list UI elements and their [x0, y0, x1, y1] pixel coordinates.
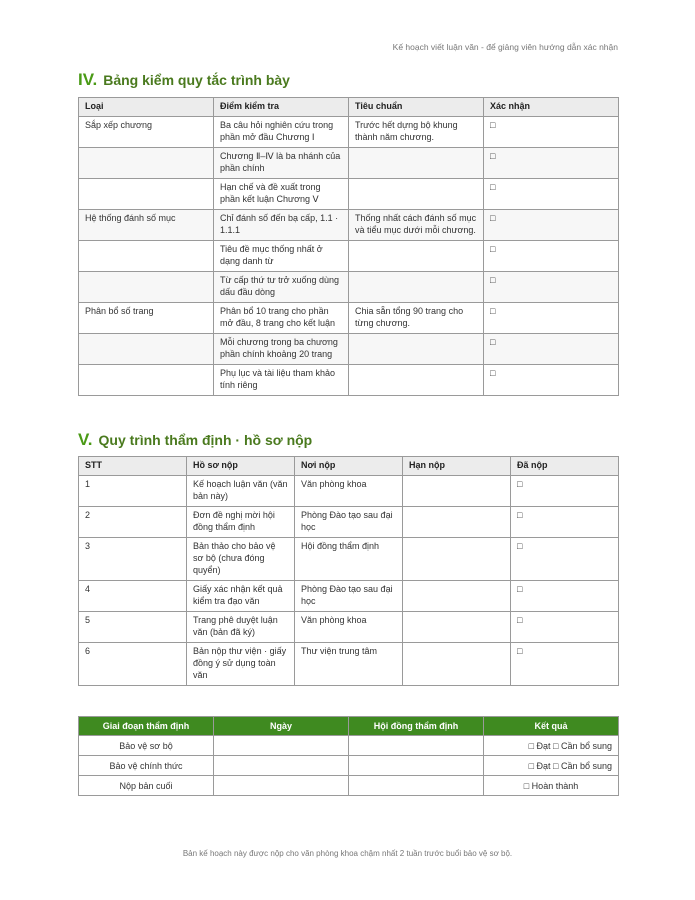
column-header: Hồ sơ nộp: [187, 457, 295, 476]
table-cell: 1: [79, 476, 187, 507]
table-row: [79, 179, 619, 210]
footer-note: Bản kế hoạch này được nộp cho văn phòng khoa chậm nhất 2 tuần trước buổi bảo vệ sơ bộ.: [182, 849, 513, 858]
table-row: [79, 476, 619, 507]
table-cell: Trang phê duyệt luận văn (bản đã ký): [187, 612, 295, 643]
table-cell: [79, 334, 214, 365]
section-5-number: V.: [78, 430, 93, 449]
checkbox-cell[interactable]: □: [511, 507, 619, 538]
column-header: Điểm kiểm tra: [214, 98, 349, 117]
column-header: STT: [79, 457, 187, 476]
table-cell: 5: [79, 612, 187, 643]
table-cell: [214, 756, 349, 776]
table-cell: Thống nhất cách đánh số mục và tiểu mục dưới mỗi chương.: [349, 210, 484, 241]
table-cell: Chia sẵn tổng 90 trang cho từng chương.: [349, 303, 484, 334]
table-cell: Hội đồng thẩm định: [295, 538, 403, 581]
table-cell: Hạn chế và đề xuất trong phần kết luận Chương Ⅴ: [214, 179, 349, 210]
table-row: [79, 643, 619, 686]
table-cell: [79, 179, 214, 210]
checkbox-cell[interactable]: □: [484, 334, 619, 365]
table-cell: Phòng Đào tạo sau đại học: [295, 507, 403, 538]
checkbox-cell[interactable]: □: [484, 303, 619, 334]
table-header-row: [79, 98, 619, 117]
table-cell: Trước hết dựng bộ khung thành năm chương.: [349, 117, 484, 148]
table-cell: Từ cấp thứ tư trở xuống dùng dấu đầu dòng: [214, 272, 349, 303]
table-cell: Bản thảo cho bảo vệ sơ bộ (chưa đóng quyển): [187, 538, 295, 581]
table-cell: [79, 148, 214, 179]
column-header: Loại: [79, 98, 214, 117]
table-cell: [403, 612, 511, 643]
table-cell: Phân bổ số trang: [79, 303, 214, 334]
checkbox-cell[interactable]: □: [484, 179, 619, 210]
section-5-title: [78, 430, 312, 450]
table-cell: [349, 272, 484, 303]
checkbox-cell[interactable]: □: [511, 538, 619, 581]
checkbox-cell[interactable]: □: [511, 476, 619, 507]
table-cell: Bảo vệ chính thức: [79, 756, 214, 776]
table-cell: Phân bổ 10 trang cho phần mở đầu, 8 trang cho kết luận: [214, 303, 349, 334]
checkbox-cell[interactable]: □: [484, 241, 619, 272]
section-4-title-text: Bảng kiểm quy tắc trình bày: [103, 72, 290, 88]
table-row: [79, 210, 619, 241]
table-cell: [214, 736, 349, 756]
column-header: Giai đoạn thẩm định: [79, 717, 214, 736]
table-cell: Bản nộp thư viện · giấy đồng ý sử dụng toàn văn: [187, 643, 295, 686]
checkbox-cell[interactable]: □: [484, 365, 619, 396]
checkbox-cell[interactable]: □: [511, 612, 619, 643]
checkbox-cell[interactable]: □ Đạt □ Cần bổ sung: [484, 736, 619, 756]
table-cell: [79, 241, 214, 272]
table-header-row: [79, 717, 619, 736]
table-cell: Phụ lục và tài liệu tham khảo tính riêng: [214, 365, 349, 396]
table-cell: 3: [79, 538, 187, 581]
table-cell: Chỉ đánh số đến bạ cấp, 1.1 · 1.1.1: [214, 210, 349, 241]
table-row: [79, 581, 619, 612]
checkbox-cell[interactable]: □: [511, 581, 619, 612]
checkbox-cell[interactable]: □: [511, 643, 619, 686]
table-cell: Nộp bản cuối: [79, 776, 214, 796]
table-cell: [349, 756, 484, 776]
review-stage-table: [78, 716, 619, 796]
table-header-row: [79, 457, 619, 476]
table-cell: [349, 365, 484, 396]
table-cell: Thư viện trung tâm: [295, 643, 403, 686]
table-cell: Tiêu đề mục thống nhất ở dạng danh từ: [214, 241, 349, 272]
table-row: [79, 612, 619, 643]
table-cell: Bảo vệ sơ bộ: [79, 736, 214, 756]
table-cell: Ba câu hỏi nghiên cứu trong phần mở đầu Chương Ⅰ: [214, 117, 349, 148]
table-row: [79, 148, 619, 179]
column-header: Kết quả: [484, 717, 619, 736]
submission-table: [78, 456, 619, 686]
table-cell: [349, 736, 484, 756]
table-cell: Kế hoạch luận văn (văn bản này): [187, 476, 295, 507]
table-cell: [403, 507, 511, 538]
table-cell: [79, 272, 214, 303]
table-cell: Mỗi chương trong ba chương phần chính khoảng 20 trang: [214, 334, 349, 365]
column-header: Xác nhận: [484, 98, 619, 117]
column-header: Hội đồng thẩm định: [349, 717, 484, 736]
table-row: [79, 303, 619, 334]
table-cell: 2: [79, 507, 187, 538]
table-row: [79, 365, 619, 396]
table-row: [79, 117, 619, 148]
table-cell: [349, 148, 484, 179]
table-cell: [403, 581, 511, 612]
checkbox-cell[interactable]: □: [484, 272, 619, 303]
table-row: [79, 334, 619, 365]
column-header: Đã nộp: [511, 457, 619, 476]
table-row: [79, 272, 619, 303]
table-cell: [349, 179, 484, 210]
table-cell: [349, 776, 484, 796]
table-cell: 6: [79, 643, 187, 686]
table-cell: [403, 476, 511, 507]
section-4-number: IV.: [78, 70, 98, 89]
table-cell: Văn phòng khoa: [295, 476, 403, 507]
table-cell: [349, 334, 484, 365]
table-row: [79, 241, 619, 272]
column-header: Hạn nộp: [403, 457, 511, 476]
table-row: [79, 776, 619, 796]
table-cell: Phòng Đào tạo sau đại học: [295, 581, 403, 612]
table-row: [79, 507, 619, 538]
table-cell: Chương Ⅱ–Ⅳ là ba nhánh của phần chính: [214, 148, 349, 179]
table-cell: Văn phòng khoa: [295, 612, 403, 643]
checkbox-cell[interactable]: □: [484, 210, 619, 241]
format-checklist-table: [78, 97, 619, 396]
section-5-title-text: Quy trình thẩm định · hồ sơ nộp: [98, 432, 313, 448]
table-row: [79, 756, 619, 776]
section-4-title: [78, 70, 290, 90]
column-header: Tiêu chuẩn: [349, 98, 484, 117]
table-cell: Đơn đề nghị mời hội đồng thẩm định: [187, 507, 295, 538]
table-cell: Sắp xếp chương: [79, 117, 214, 148]
table-cell: [79, 365, 214, 396]
table-cell: Hệ thống đánh số mục: [79, 210, 214, 241]
table-cell: 4: [79, 581, 187, 612]
table-cell: [403, 538, 511, 581]
table-row: [79, 538, 619, 581]
checkbox-cell[interactable]: □ Hoàn thành: [484, 776, 619, 796]
checkbox-cell[interactable]: □: [484, 148, 619, 179]
table-cell: [403, 643, 511, 686]
table-cell: Giấy xác nhận kết quả kiểm tra đạo văn: [187, 581, 295, 612]
column-header: Ngày: [214, 717, 349, 736]
table-row: [79, 736, 619, 756]
checkbox-cell[interactable]: □ Đạt □ Cần bổ sung: [484, 756, 619, 776]
header-note: Kế hoạch viết luận văn - để giảng viên hướng dẫn xác nhận: [392, 42, 618, 52]
table-cell: [349, 241, 484, 272]
column-header: Nơi nộp: [295, 457, 403, 476]
table-cell: [214, 776, 349, 796]
checkbox-cell[interactable]: □: [484, 117, 619, 148]
